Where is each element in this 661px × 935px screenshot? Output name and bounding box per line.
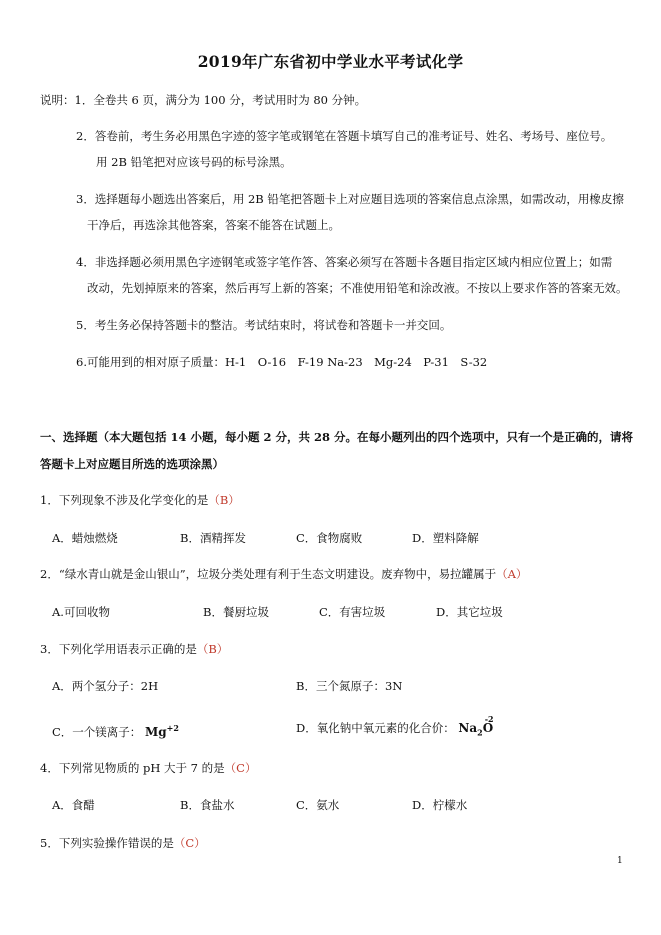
note-1: 说明：1．全卷共 6 页，满分为 100 分，考试用时为 80 分钟。	[40, 93, 367, 107]
note-6: 6.可能用到的相对原子质量：H-1 O-16 F-19 Na-23 Mg-24 P-31 S-32	[76, 355, 488, 369]
note-4-line-1: 4．非选择题必须用黑色字迹钢笔或签字笔作答、答案必须写在答题卡各题目指定区域内相应位置上；如需	[76, 255, 613, 269]
question-3-option-b: B．三个氮原子：3N	[296, 679, 403, 693]
question-4-option-c: C．氨水	[296, 798, 340, 812]
question-3-option-a: A．两个氢分子：2H	[52, 679, 159, 693]
section-1-header-line-2: 答题卡上对应题目所选的选项涂黑）	[40, 457, 224, 471]
question-4-option-d: D．柠檬水	[412, 798, 468, 812]
note-3-line-2: 干净后，再选涂其他答案，答案不能答在试题上。	[87, 218, 340, 232]
question-4-option-b: B．食盐水	[180, 798, 235, 812]
note-2-line-1: 2．答卷前，考生务必用黑色字迹的签字笔或钢笔在答题卡填写自己的准考证号、姓名、考场号、座位号。	[76, 129, 613, 143]
magnesium-ion-formula: $Mg^{+2}$	[144, 723, 179, 739]
question-3-stem: 3．下列化学用语表示正确的是（B）	[40, 642, 229, 656]
question-2-option-c: C．有害垃圾	[319, 605, 386, 619]
question-1-option-b: B．酒精挥发	[180, 531, 246, 545]
page-number: 1	[617, 856, 623, 866]
question-4-option-a: A．食醋	[52, 798, 95, 812]
question-1-option-d: D．塑料降解	[412, 531, 479, 545]
question-5-answer: （C）	[173, 836, 206, 850]
question-5-stem: 5．下列实验操作错误的是（C）	[40, 836, 206, 850]
section-1-header-line-1: 一、选择题（本大题包括 14 小题，每小题 2 分，共 28 分。在每小题列出的四个选项中，只有一个是正确的，请将	[40, 430, 634, 444]
question-1-answer: （B）	[208, 493, 240, 507]
question-3-option-c: C．一个镁离子： $Mg^{+2}$	[52, 723, 179, 739]
note-3-line-1: 3．选择题每小题选出答案后，用 2B 铅笔把答题卡上对应题目选项的答案信息点涂黑，如需改动，用橡皮擦	[76, 192, 624, 206]
question-4-answer: （C）	[224, 761, 257, 775]
question-4-stem: 4．下列常见物质的 pH 大于 7 的是（C）	[40, 761, 257, 775]
sodium-oxide-formula: $Na_2$ -2 O	[458, 714, 494, 738]
question-2-option-b: B．餐厨垃圾	[203, 605, 269, 619]
note-5: 5．考生务必保持答题卡的整洁。考试结束时，将试卷和答题卡一并交回。	[76, 318, 452, 332]
question-3-answer: （B）	[196, 642, 229, 656]
note-4-line-2: 改动，先划掉原来的答案，然后再写上新的答案；不准使用铅笔和涂改液。不按以上要求作答的答案无效。	[87, 281, 628, 295]
question-2-answer: （A）	[496, 567, 528, 581]
question-1-stem: 1．下列现象不涉及化学变化的是（B）	[40, 493, 240, 507]
note-2-line-2: 用 2B 铅笔把对应该号码的标号涂黑。	[96, 155, 292, 169]
question-3-option-d: D．氧化钠中氧元素的化合价： $Na_2$ -2 O	[296, 714, 494, 738]
question-1-option-a: A．蜡烛燃烧	[52, 531, 118, 545]
question-2-option-d: D．其它垃圾	[436, 605, 503, 619]
question-2-option-a: A.可回收物	[52, 605, 110, 619]
question-1-option-c: C．食物腐败	[296, 531, 363, 545]
page-title: 2019年广东省初中学业水平考试化学	[197, 52, 464, 71]
question-2-stem: 2．“绿水青山就是金山银山”，垃圾分类处理有利于生态文明建设。废弃物中，易拉罐属于（A）	[40, 567, 528, 581]
